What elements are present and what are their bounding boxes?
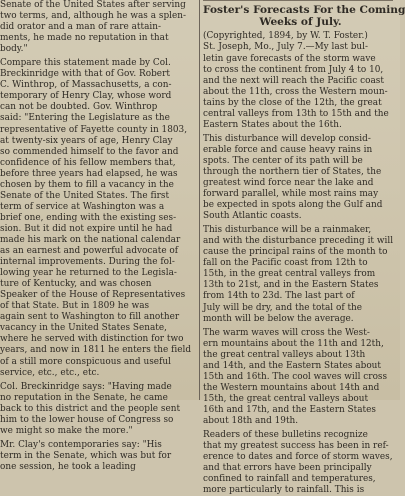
text-line: July will be dry, and the total of the <box>203 302 363 313</box>
text-line: term in the Senate, which was but for <box>0 450 172 461</box>
text-line: central valleys from 13th to 15th and the <box>203 108 389 119</box>
text-line: two terms, and, although he was a splen- <box>0 11 187 22</box>
text-line: made his mark on the national calendar <box>0 234 181 245</box>
right-column-body <box>203 31 398 496</box>
text-line: tains by the close of the 12th, the great <box>203 97 382 108</box>
text-line: sion. But it did not expire until he had <box>0 223 173 234</box>
text-line: of that State. But in 1809 he was <box>0 301 150 312</box>
text-line: where he served with distinction for two <box>0 334 184 345</box>
text-line: 15th, in the great central valleys from <box>203 269 376 280</box>
text-line: said: "Entering the Legislature as the <box>0 113 170 124</box>
text-line: be expected in spots along the Gulf and <box>203 200 383 211</box>
text-line: that my greatest success has been in ref- <box>203 441 389 452</box>
text-line: more particularly to rainfall. This is <box>203 485 365 496</box>
text-line: 15th and 16th. The cool waves will cross <box>203 371 388 382</box>
text-line: confined to rainfall and temperatures, <box>203 474 376 485</box>
text-line: about 18th and 19th. <box>203 416 299 426</box>
text-line: representative of Fayette county in 1803, <box>0 124 188 135</box>
text-line: can not be doubted. Gov. Winthrop <box>0 102 158 113</box>
text-line: body." <box>0 44 28 55</box>
text-line: as an earnest and powerful advocate of <box>0 246 179 257</box>
text-line: ern mountains about the 11th and 12th, <box>203 338 384 349</box>
text-line: Readers of these bulletins recognize <box>203 430 368 441</box>
text-line: confidence of his fellow members that, <box>0 157 176 168</box>
text-line: lowing year he returned to the Legisla- <box>0 268 177 279</box>
text-line: chosen by them to fill a vacancy in the <box>0 179 174 190</box>
text-line: spots. The center of its path will be <box>203 155 363 166</box>
text-line: erable force and cause heavy rains in <box>203 144 373 155</box>
text-line: greatest wind force near the lake and <box>203 178 374 189</box>
left-column <box>0 0 198 472</box>
text-line: again sent to Washington to fill another <box>0 312 180 323</box>
text-line: the Western mountains about 14th and <box>203 382 380 393</box>
text-line: so commended himself to the favor and <box>0 146 179 157</box>
text-line: internal improvements. During the fol- <box>0 257 175 268</box>
text-line: C. Winthrop, of Massachusetts, a con- <box>0 80 172 91</box>
text-line: ture of Kentucky, and was chosen <box>0 279 152 290</box>
text-line: 16th and 17th, and the Eastern States <box>203 404 376 415</box>
text-line: to cross the continent from July 4 to 10, <box>203 64 384 75</box>
text-line: Senate of the United States. The first <box>0 190 170 201</box>
text-line: the great central valleys about 13th <box>203 349 366 360</box>
headline-line: Foster's Forecasts For the Coming <box>203 4 405 16</box>
text-line: back to this district and the people sent <box>0 403 181 414</box>
text-line: South Atlantic coasts. <box>203 211 302 222</box>
text-line: service, etc., etc., etc. <box>0 367 100 378</box>
text-line: Breckinridge with that of Gov. Robert <box>0 69 170 80</box>
text-line: 15th, the great central valleys about <box>203 393 369 404</box>
text-line: Col. Breckinridge says: "Having made <box>0 381 172 392</box>
text-line: one session, he took a leading <box>0 461 136 472</box>
text-line: vacancy in the United States Senate, <box>0 323 168 334</box>
text-line: The warm waves will cross the West- <box>203 327 370 338</box>
text-line: did orator and a man of rare attain- <box>0 22 162 33</box>
text-line: no reputation in the Senate, he came <box>0 392 168 403</box>
text-line: Eastern States about the 16th. <box>203 119 342 130</box>
text-line: before three years had elapsed, he was <box>0 168 178 179</box>
text-line: (Copyrighted, 1894, by W. T. Foster.) <box>203 31 368 42</box>
text-line: Mr. Clay's contemporaries say: "His <box>0 439 162 450</box>
text-line: This disturbance will develop consid- <box>203 133 371 144</box>
text-line: years, and now in 1811 he enters the field <box>0 345 192 356</box>
text-line: Compare this statement made by Col. <box>0 58 171 69</box>
text-line: at twenty-six years of age, Henry Clay <box>0 135 173 146</box>
text-line: him to the lower house of Congress so <box>0 414 174 425</box>
text-line: forward parallel, while most rains may <box>203 189 379 200</box>
text-line: temporary of Henry Clay, whose word <box>0 91 172 102</box>
column-divider <box>199 0 200 400</box>
headline-line: Weeks of July. <box>259 16 342 29</box>
article-headline <box>203 4 405 29</box>
text-line: erence to dates and force of storm waves, <box>203 452 393 463</box>
text-line: of a still more conspicuous and useful <box>0 356 171 367</box>
text-line: fall on the Pacific coast from 12th to <box>203 258 368 269</box>
text-line: letin gave forecasts of the storm wave <box>203 53 376 64</box>
text-line: we might so make the more." <box>0 425 133 436</box>
text-line: and that errors have been principally <box>203 463 372 474</box>
text-line: brief one, ending with the existing ses- <box>0 212 177 223</box>
text-line: from 14th to 23d. The last part of <box>203 291 355 302</box>
text-line: cause the principal rains of the month to <box>203 247 388 258</box>
text-line: Senate of the United States after serving <box>0 0 186 10</box>
text-line: and the next will reach the Pacific coast <box>203 75 384 86</box>
text-line: ments, he made no reputation in that <box>0 33 169 44</box>
text-line: Speaker of the House of Representatives <box>0 290 186 301</box>
text-line: St. Joseph, Mo., July 7.—My last bul- <box>203 42 369 53</box>
text-line: month will be below the average. <box>203 313 354 324</box>
text-line: and 14th, and the Eastern States about <box>203 360 382 371</box>
text-line: This disturbance will be a rainmaker, <box>203 225 372 236</box>
text-line: and with the disturbance preceding it will <box>203 236 394 247</box>
right-column <box>203 0 405 496</box>
text-line: 13th to 21st, and in the Eastern States <box>203 280 379 291</box>
text-line: about the 11th, cross the Western moun- <box>203 86 388 97</box>
text-line: term of service at Washington was a <box>0 201 165 212</box>
text-line: through the northern tier of States, the <box>203 166 382 177</box>
